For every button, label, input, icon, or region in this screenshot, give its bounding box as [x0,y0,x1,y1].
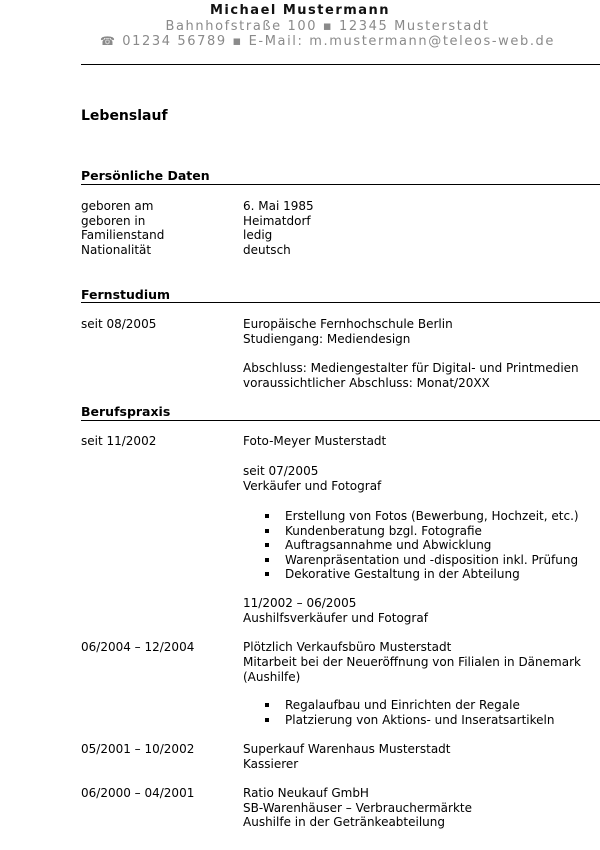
list-item: Platzierung von Aktions- und Inseratsartikeln [263,713,554,728]
list-item: Erstellung von Fotos (Bewerbung, Hochzeit, etc.) [263,509,579,524]
section-heading-personal: Persönliche Daten [81,168,210,183]
label-birthplace: geboren in [81,214,146,228]
list-item: Warenpräsentation und -disposition inkl. Prüfung [263,553,579,568]
job-role-note: (Aushilfe) [243,670,301,684]
header-address: Bahnhofstraße 100 ▪ 12345 Musterstadt [165,19,490,34]
job-subperiod-role: Verkäufer und Fotograf [243,479,382,493]
page-title: Lebenslauf [81,108,168,124]
applicant-name: Michael Mustermann [209,3,391,18]
phone-icon: ☎ [99,34,117,48]
study-degree: Abschluss: Mediengestalter für Digital- und Printmedien [243,361,579,375]
value-nationality: deutsch [243,243,291,257]
header-divider [81,64,600,65]
job-subperiod-date: 11/2002 – 06/2005 [243,596,357,610]
section-divider [81,302,600,303]
section-divider [81,184,600,185]
label-marital-status: Familienstand [81,228,165,242]
study-expected: voraussichtlicher Abschluss: Monat/20XX [243,376,490,390]
list-item: Regalaufbau und Einrichten der Regale [263,698,554,713]
header-contact: 01234 56789 ▪ E-Mail: m.mustermann@teleos-web.de [122,34,556,49]
job-date: seit 11/2002 [81,434,157,448]
job-role: SB-Warenhäuser – Verbrauchermärkte [243,801,472,815]
job-date: 06/2004 – 12/2004 [81,640,195,654]
value-birthplace: Heimatdorf [243,214,311,228]
job-subperiod-role: Aushilfsverkäufer und Fotograf [243,611,428,625]
section-heading-work: Berufspraxis [81,404,171,419]
section-divider [81,420,600,421]
job-subperiod-date: seit 07/2005 [243,464,319,478]
job-date: 05/2001 – 10/2002 [81,742,195,756]
header-contact-line [0,34,600,49]
job-task-list [263,698,554,727]
section-heading-study: Fernstudium [81,287,171,302]
list-item: Auftragsannahme und Abwicklung [263,538,579,553]
value-birthdate: 6. Mai 1985 [243,199,314,213]
job-task-list [263,509,579,582]
value-marital-status: ledig [243,228,273,242]
label-birthdate: geboren am [81,199,154,213]
job-company: Superkauf Warenhaus Musterstadt [243,742,451,756]
list-item: Dekorative Gestaltung in der Abteilung [263,567,579,582]
job-date: 06/2000 – 04/2001 [81,786,195,800]
study-date: seit 08/2005 [81,317,157,331]
job-company: Foto-Meyer Musterstadt [243,434,387,448]
job-company: Plötzlich Verkaufsbüro Musterstadt [243,640,452,654]
study-program: Studiengang: Mediendesign [243,332,411,346]
label-nationality: Nationalität [81,243,152,257]
study-institution: Europäische Fernhochschule Berlin [243,317,453,331]
job-role: Kassierer [243,757,299,771]
list-item: Kundenberatung bzgl. Fotografie [263,524,579,539]
job-role-note: Aushilfe in der Getränkeabteilung [243,815,446,829]
job-role: Mitarbeit bei der Neueröffnung von Filialen in Dänemark [243,655,581,669]
job-company: Ratio Neukauf GmbH [243,786,369,800]
